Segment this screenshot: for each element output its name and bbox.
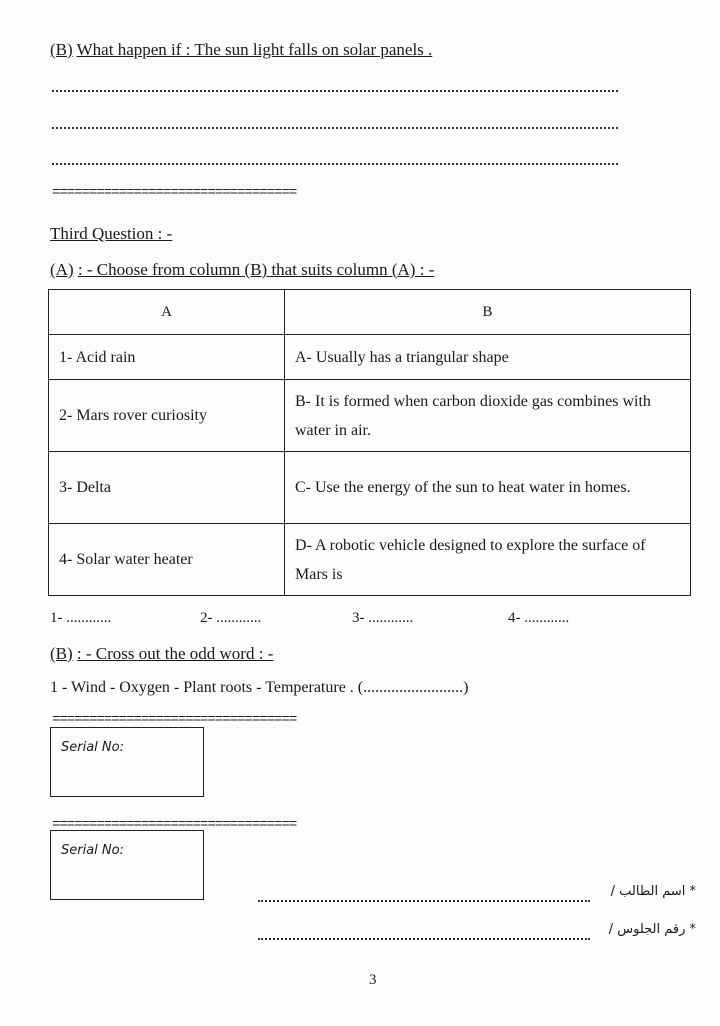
serial-number-label: Serial No:: [61, 740, 124, 755]
matching-table-header: [49, 290, 691, 335]
section-divider: =================================: [52, 186, 297, 200]
table-row: [49, 524, 691, 596]
column-a-cell: 2- Mars rover curiosity: [49, 380, 285, 452]
seat-number-label: * رقم الجلوس /: [608, 922, 696, 937]
part-b-label: (B): [50, 644, 73, 663]
answer-blank-3[interactable]: 3- ............: [352, 610, 414, 626]
third-question-title: Third Question : -: [50, 224, 173, 243]
serial-number-box[interactable]: [50, 727, 204, 797]
serial-number-label: Serial No:: [61, 843, 124, 858]
section-divider: =================================: [52, 713, 297, 727]
part-a-label: (A): [50, 260, 74, 279]
answer-line-3: [52, 163, 618, 165]
part-a-heading: [50, 260, 434, 280]
student-name-label: * اسم الطالب /: [610, 884, 696, 899]
question-2b-label: (B): [50, 40, 73, 59]
table-row: [49, 335, 691, 380]
answer-blank-4[interactable]: 4- ............: [508, 610, 570, 626]
page-number: 3: [369, 972, 377, 988]
table-row: [49, 452, 691, 524]
student-name-line[interactable]: [258, 900, 590, 902]
table-row: [49, 380, 691, 452]
column-b-cell: C- Use the energy of the sun to heat water in homes.: [285, 452, 691, 524]
column-b-header: B: [285, 290, 691, 335]
column-b-cell: B- It is formed when carbon dioxide gas combines with water in air.: [285, 380, 691, 452]
serial-number-box[interactable]: [50, 830, 204, 900]
column-a-cell: 1- Acid rain: [49, 335, 285, 380]
seat-number-line[interactable]: [258, 938, 590, 940]
odd-word-question: 1 - Wind - Oxygen - Plant roots - Temperature . (.........................): [50, 679, 469, 696]
column-a-header: A: [49, 290, 285, 335]
part-a-instruction: : - Choose from column (B) that suits column (A) : -: [77, 260, 435, 279]
answer-blank-2[interactable]: 2- ............: [200, 610, 262, 626]
section-divider: =================================: [52, 818, 297, 832]
answer-line-1: [52, 90, 618, 92]
column-b-cell: A- Usually has a triangular shape: [285, 335, 691, 380]
column-b-cell: D- A robotic vehicle designed to explore the surface of Mars is: [285, 524, 691, 596]
question-2b: [50, 40, 432, 60]
part-b-instruction: : - Cross out the odd word : -: [76, 644, 274, 663]
answer-blank-1[interactable]: 1- ............: [50, 610, 112, 626]
part-b-heading: [50, 644, 273, 664]
column-a-cell: 4- Solar water heater: [49, 524, 285, 596]
column-a-cell: 3- Delta: [49, 452, 285, 524]
answer-line-2: [52, 127, 618, 129]
question-2b-text: What happen if : The sun light falls on solar panels .: [76, 40, 433, 59]
matching-table: [48, 289, 691, 596]
